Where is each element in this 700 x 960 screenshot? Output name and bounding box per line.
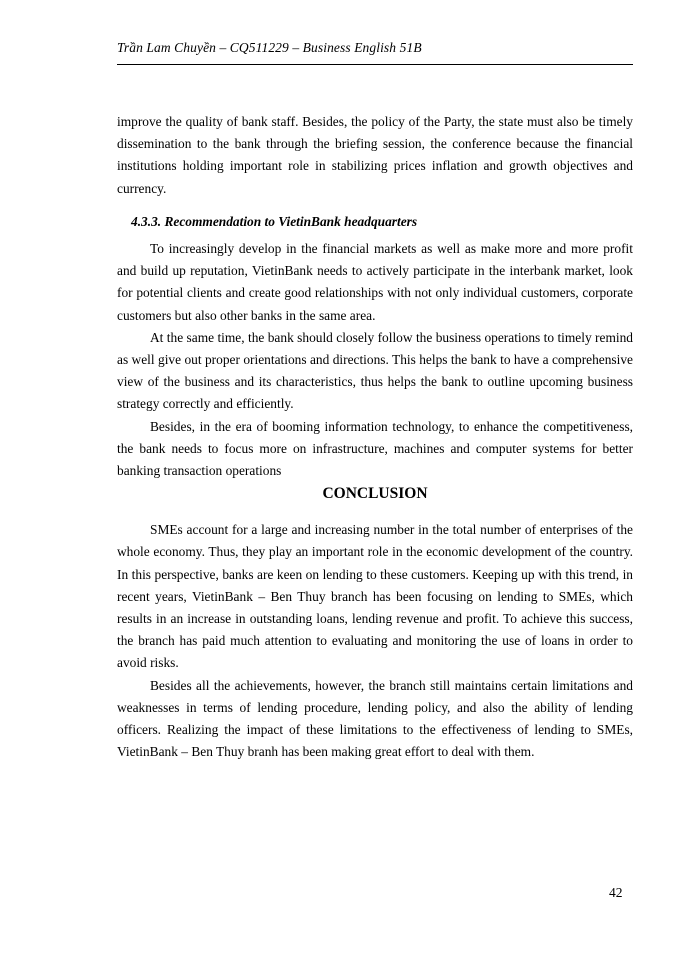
section-paragraph: To increasingly develop in the financial markets as well as make more and more profit and build up reputation, VietinBank needs to actively participate in the interbank market, look for potential clients and create good relationships with not only individual customers, corporate customers but also other banks in the same area. bbox=[117, 241, 633, 323]
intro-paragraph: improve the quality of bank staff. Besides, the policy of the Party, the state must also be timely dissemination to the bank through the briefing session, the conference because the financial institutions holding important role in stabilizing prices inflation and growth objectives and currency. bbox=[117, 114, 633, 196]
section-paragraph: At the same time, the bank should closely follow the business operations to timely remind as well give out proper orientations and directions. This helps the bank to have a comprehensive view of the business and its characteristics, thus helps the bank to outline upcoming business strategy correctly and efficiently. bbox=[117, 329, 633, 412]
header-divider bbox=[117, 64, 633, 65]
running-header: Trần Lam Chuyền – CQ511229 – Business English 51B bbox=[117, 40, 422, 55]
section-heading: 4.3.3. Recommendation to VietinBank headquarters bbox=[131, 213, 418, 229]
conclusion-paragraph: Besides all the achievements, however, the branch still maintains certain limitations and weaknesses in terms of lending procedure, lending policy, and also the ability of lending officers. Realizing the impact of these limitations to the effectiveness of lending to SMEs, VietinBank – Ben Thuy branh has been making great effort to deal with them. bbox=[117, 677, 633, 760]
conclusion-title: CONCLUSION bbox=[322, 485, 428, 503]
section-paragraph: Besides, in the era of booming information technology, to enhance the competitiveness, the bank needs to focus more on infrastructure, machines and computer systems for better banking transaction operations bbox=[117, 418, 633, 479]
page-body bbox=[117, 111, 633, 763]
conclusion-paragraph: SMEs account for a large and increasing number in the total number of enterprises of the whole economy. Thus, they play an important role in the economic development of the country. In this perspective, banks are keen on lending to these customers. Keeping up with this trend, in recent years, VietinBank – Ben Thuy branch has been focusing on lending to SMEs, which results in an increase in outstanding loans, lending revenue and profit. To achieve this success, the branch has paid much attention to evaluating and monitoring the use of loans in order to avoid risks. bbox=[117, 522, 633, 671]
page-number: 42 bbox=[609, 885, 623, 900]
